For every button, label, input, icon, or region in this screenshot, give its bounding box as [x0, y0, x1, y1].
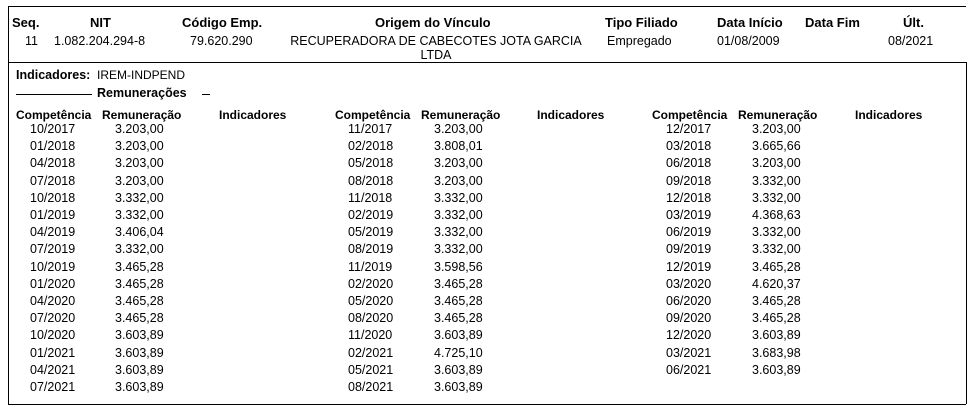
competencia-cell: 05/2021 — [348, 363, 394, 377]
remuneracao-cell: 3.603,89 — [115, 346, 164, 360]
frame-bottom-border — [8, 404, 966, 405]
remuneracao-cell: 3.465,28 — [434, 294, 483, 308]
remuneracao-cell: 3.332,00 — [434, 242, 483, 256]
col-header-remuneracao-3: Remuneração — [738, 108, 818, 122]
competencia-cell: 02/2021 — [348, 346, 394, 360]
remuneracao-cell: 3.203,00 — [115, 156, 164, 170]
remuneracao-cell: 4.620,37 — [752, 277, 801, 291]
competencia-cell: 05/2019 — [348, 225, 394, 239]
remuneracao-cell: 3.203,00 — [434, 174, 483, 188]
competencia-cell: 03/2021 — [666, 346, 712, 360]
competencia-cell: 10/2017 — [30, 122, 76, 136]
header-data-inicio: Data Início — [717, 15, 783, 30]
remuneracao-cell: 3.203,00 — [434, 156, 483, 170]
remuneracao-cell: 3.665,66 — [752, 139, 801, 153]
remuneracao-cell: 3.603,89 — [115, 328, 164, 342]
indicadores-label: Indicadores: — [16, 68, 91, 82]
competencia-cell: 03/2020 — [666, 277, 712, 291]
competencia-cell: 02/2019 — [348, 208, 394, 222]
remuneracao-cell: 3.465,28 — [752, 260, 801, 274]
frame-right-border — [966, 62, 967, 404]
remuneracao-cell: 3.332,00 — [434, 191, 483, 205]
col-header-competencia-3: Competência — [652, 108, 728, 122]
remuneracao-cell: 3.603,89 — [434, 328, 483, 342]
remuneracao-cell: 3.465,28 — [434, 277, 483, 291]
header-codigo-emp: Código Emp. — [182, 15, 263, 30]
record-nit: 1.082.204.294-8 — [54, 34, 146, 48]
header-tipo-filiado: Tipo Filiado — [605, 15, 678, 30]
remuneracao-cell: 3.603,89 — [434, 380, 483, 394]
competencia-cell: 08/2018 — [348, 174, 394, 188]
remuneracao-cell: 3.203,00 — [115, 139, 164, 153]
col-header-indicadores-1: Indicadores — [219, 108, 287, 122]
remuneracao-cell: 3.203,00 — [434, 122, 483, 136]
competencia-cell: 11/2019 — [348, 260, 393, 274]
remuneracao-cell: 3.203,00 — [752, 156, 801, 170]
competencia-cell: 11/2020 — [348, 328, 393, 342]
record-seq: 11 — [25, 34, 38, 48]
remuneracoes-rule-right — [202, 94, 210, 95]
competencia-cell: 12/2020 — [666, 328, 712, 342]
competencia-cell: 07/2020 — [30, 311, 76, 325]
competencia-cell: 11/2017 — [348, 122, 393, 136]
header-seq: Seq. — [12, 15, 40, 30]
remuneracao-cell: 3.332,00 — [752, 242, 801, 256]
remuneracao-cell: 3.465,28 — [115, 294, 164, 308]
competencia-cell: 07/2019 — [30, 242, 76, 256]
competencia-cell: 07/2021 — [30, 380, 76, 394]
remuneracao-cell: 3.603,89 — [115, 363, 164, 377]
header-nit: NIT — [90, 15, 111, 30]
remuneracao-cell: 3.603,89 — [434, 363, 483, 377]
remuneracao-cell: 3.332,00 — [752, 174, 801, 188]
header-ultima: Últ. — [903, 15, 924, 30]
remuneracao-cell: 3.465,28 — [115, 311, 164, 325]
remuneracao-cell: 3.332,00 — [434, 208, 483, 222]
competencia-cell: 11/2018 — [348, 191, 393, 205]
remuneracao-cell: 3.203,00 — [752, 122, 801, 136]
record-data-inicio: 01/08/2009 — [717, 34, 780, 48]
competencia-cell: 04/2019 — [30, 225, 76, 239]
remuneracao-cell: 3.465,28 — [752, 311, 801, 325]
document-frame — [8, 6, 966, 404]
competencia-cell: 06/2019 — [666, 225, 712, 239]
competencia-cell: 06/2020 — [666, 294, 712, 308]
remuneracao-cell: 3.332,00 — [115, 242, 164, 256]
competencia-cell: 01/2018 — [30, 139, 76, 153]
competencia-cell: 05/2020 — [348, 294, 394, 308]
competencia-cell: 06/2021 — [666, 363, 712, 377]
competencia-cell: 04/2021 — [30, 363, 76, 377]
competencia-cell: 08/2019 — [348, 242, 394, 256]
remuneracao-cell: 3.465,28 — [434, 311, 483, 325]
competencia-cell: 12/2017 — [666, 122, 712, 136]
competencia-cell: 01/2021 — [30, 346, 76, 360]
remuneracao-cell: 3.332,00 — [115, 191, 164, 205]
remuneracoes-rule-left — [16, 94, 92, 95]
record-origem-line2: LTDA — [420, 48, 452, 62]
remuneracao-cell: 3.465,28 — [115, 277, 164, 291]
competencia-cell: 08/2021 — [348, 380, 394, 394]
col-header-remuneracao-2: Remuneração — [421, 108, 501, 122]
competencia-cell: 05/2018 — [348, 156, 394, 170]
competencia-cell: 08/2020 — [348, 311, 394, 325]
competencia-cell: 07/2018 — [30, 174, 76, 188]
competencia-cell: 10/2018 — [30, 191, 76, 205]
remuneracao-cell: 3.332,00 — [434, 225, 483, 239]
remuneracoes-title: Remunerações — [97, 86, 187, 100]
record-tipo-filiado: Empregado — [607, 34, 672, 48]
remuneracao-cell: 3.603,89 — [752, 363, 801, 377]
competencia-cell: 10/2020 — [30, 328, 76, 342]
remuneracao-cell: 3.332,00 — [115, 208, 164, 222]
col-header-competencia-2: Competência — [335, 108, 411, 122]
competencia-cell: 12/2018 — [666, 191, 712, 205]
remuneracao-cell: 3.465,28 — [752, 294, 801, 308]
competencia-cell: 03/2018 — [666, 139, 712, 153]
remuneracao-cell: 3.203,00 — [115, 122, 164, 136]
competencia-cell: 02/2018 — [348, 139, 394, 153]
record-origem-line1: RECUPERADORA DE CABECOTES JOTA GARCIA — [290, 34, 582, 48]
col-header-indicadores-2: Indicadores — [537, 108, 605, 122]
competencia-cell: 01/2019 — [30, 208, 76, 222]
competencia-cell: 09/2020 — [666, 311, 712, 325]
competencia-cell: 09/2019 — [666, 242, 712, 256]
remuneracao-cell: 3.603,89 — [752, 328, 801, 342]
remuneracao-cell: 3.808,01 — [434, 139, 483, 153]
remuneracao-cell: 3.598,56 — [434, 260, 483, 274]
remuneracao-cell: 3.332,00 — [752, 225, 801, 239]
remuneracao-cell: 3.603,89 — [115, 380, 164, 394]
remuneracao-cell: 4.368,63 — [752, 208, 801, 222]
remuneracao-cell: 3.332,00 — [752, 191, 801, 205]
competencia-cell: 12/2019 — [666, 260, 712, 274]
remuneracao-cell: 3.683,98 — [752, 346, 801, 360]
col-header-remuneracao-1: Remuneração — [102, 108, 182, 122]
remuneracao-cell: 3.465,28 — [115, 260, 164, 274]
competencia-cell: 10/2019 — [30, 260, 76, 274]
indicadores-value: IREM-INDPEND — [97, 68, 186, 82]
header-origem-vinculo: Origem do Vínculo — [375, 15, 491, 30]
competencia-cell: 02/2020 — [348, 277, 394, 291]
competencia-cell: 09/2018 — [666, 174, 712, 188]
competencia-cell: 04/2020 — [30, 294, 76, 308]
competencia-cell: 01/2020 — [30, 277, 76, 291]
col-header-competencia-1: Competência — [16, 108, 92, 122]
header-data-fim: Data Fim — [805, 15, 860, 30]
remuneracao-cell: 4.725,10 — [434, 346, 483, 360]
competencia-cell: 04/2018 — [30, 156, 76, 170]
col-header-indicadores-3: Indicadores — [855, 108, 923, 122]
record-codigo-emp: 79.620.290 — [190, 34, 253, 48]
remuneracao-cell: 3.203,00 — [115, 174, 164, 188]
competencia-cell: 03/2019 — [666, 208, 712, 222]
competencia-cell: 06/2018 — [666, 156, 712, 170]
remuneracao-cell: 3.406,04 — [115, 225, 164, 239]
section-divider — [8, 62, 966, 63]
record-ultima: 08/2021 — [888, 34, 934, 48]
